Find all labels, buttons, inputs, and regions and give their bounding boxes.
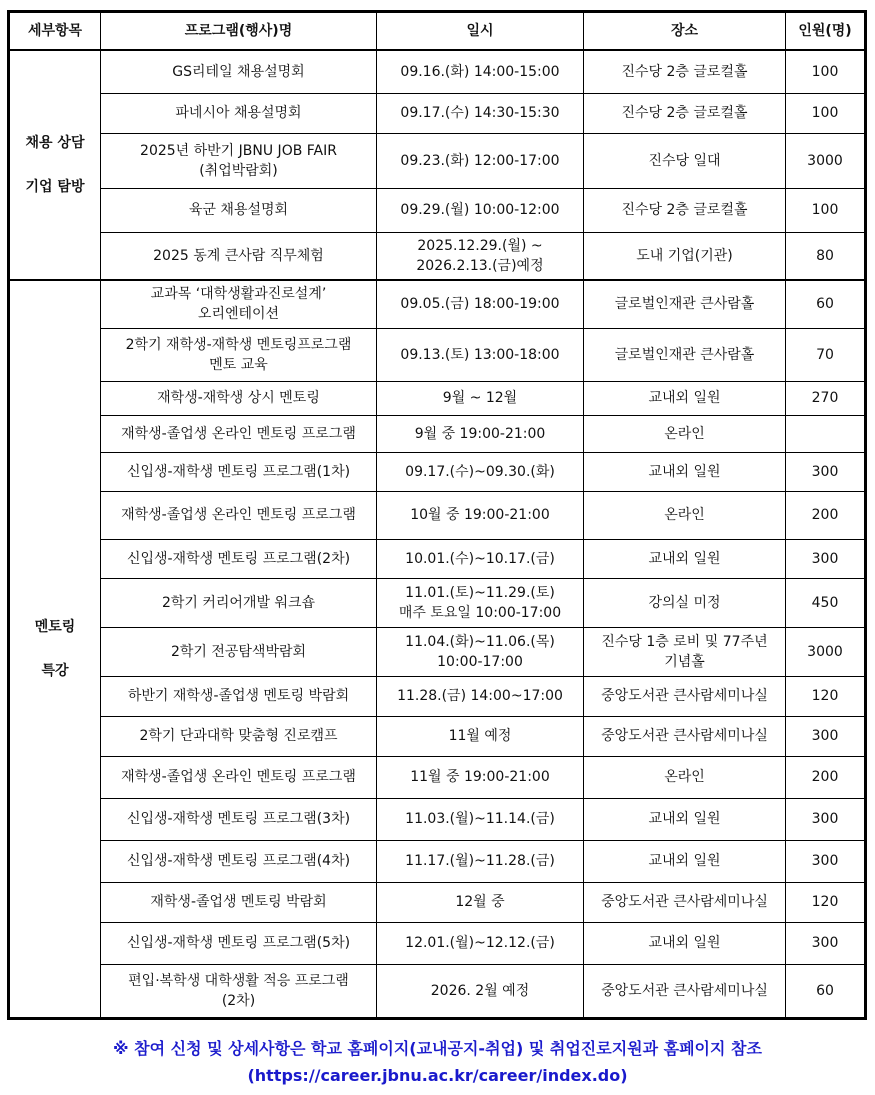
count-cell: 300 (786, 716, 866, 756)
place-cell: 교내외 일원 (584, 381, 786, 415)
date-cell: 11.03.(월)~11.14.(금) (377, 798, 584, 840)
schedule-body (9, 50, 866, 1018)
date-cell: 09.29.(월) 10:00-12:00 (377, 188, 584, 232)
date-cell: 09.13.(토) 13:00-18:00 (377, 328, 584, 381)
count-cell: 300 (786, 798, 866, 840)
date-cell: 12월 중 (377, 882, 584, 922)
table-row (9, 328, 866, 381)
program-name-cell: 2025 동계 큰사람 직무체험 (101, 232, 377, 280)
place-cell: 교내외 일원 (584, 840, 786, 882)
count-cell: 200 (786, 491, 866, 539)
program-name-cell: 하반기 재학생-졸업생 멘토링 박람회 (101, 676, 377, 716)
date-cell: 10.01.(수)~10.17.(금) (377, 539, 584, 578)
category-label: 기업 탐방 (25, 179, 85, 195)
table-row (9, 188, 866, 232)
place-cell: 온라인 (584, 491, 786, 539)
date-cell: 2026. 2월 예정 (377, 964, 584, 1018)
header-date: 일시 (377, 12, 584, 51)
program-name-cell: 2025년 하반기 JBNU JOB FAIR (취업박람회) (101, 133, 377, 188)
program-name-cell: 2학기 커리어개발 워크숍 (101, 578, 377, 627)
count-cell: 270 (786, 381, 866, 415)
count-cell: 3000 (786, 133, 866, 188)
place-cell: 글로벌인재관 큰사람홀 (584, 280, 786, 328)
date-cell: 09.05.(금) 18:00-19:00 (377, 280, 584, 328)
date-cell: 09.23.(화) 12:00-17:00 (377, 133, 584, 188)
table-row (9, 922, 866, 964)
count-cell: 70 (786, 328, 866, 381)
count-cell: 100 (786, 188, 866, 232)
place-cell: 교내외 일원 (584, 452, 786, 491)
place-cell: 중앙도서관 큰사람세미나실 (584, 882, 786, 922)
date-cell: 11.01.(토)~11.29.(토) 매주 토요일 10:00-17:00 (377, 578, 584, 627)
place-cell: 중앙도서관 큰사람세미나실 (584, 964, 786, 1018)
table-row (9, 133, 866, 188)
count-cell: 300 (786, 922, 866, 964)
count-cell: 80 (786, 232, 866, 280)
program-name-cell: GS리테일 채용설명회 (101, 50, 377, 93)
program-name-cell: 2학기 재학생-재학생 멘토링프로그램 멘토 교육 (101, 328, 377, 381)
header-place: 장소 (584, 12, 786, 51)
notice-text: ※ 참여 신청 및 상세사항은 학교 홈페이지(교내공지-취업) 및 취업진로지원과 홈페이지 참조 (113, 1039, 762, 1058)
section-category (9, 280, 101, 1018)
table-row (9, 756, 866, 798)
count-cell: 120 (786, 882, 866, 922)
category-label: 멘토링 (34, 618, 76, 635)
count-cell (786, 415, 866, 452)
program-name-cell: 신입생-재학생 멘토링 프로그램(5차) (101, 922, 377, 964)
place-cell: 중앙도서관 큰사람세미나실 (584, 676, 786, 716)
table-row (9, 415, 866, 452)
place-cell: 교내외 일원 (584, 798, 786, 840)
table-row (9, 716, 866, 756)
category-label: 채용 상담 (25, 135, 85, 151)
date-cell: 09.17.(수) 14:30-15:30 (377, 93, 584, 133)
program-name-cell: 2학기 단과대학 맞춤형 진로캠프 (101, 716, 377, 756)
count-cell: 450 (786, 578, 866, 627)
program-name-cell: 교과목 ‘대학생활과진로설계’ 오리엔테이션 (101, 280, 377, 328)
program-name-cell: 재학생-재학생 상시 멘토링 (101, 381, 377, 415)
table-row (9, 539, 866, 578)
place-cell: 강의실 미정 (584, 578, 786, 627)
table-row (9, 232, 866, 280)
place-cell: 중앙도서관 큰사람세미나실 (584, 716, 786, 756)
header-count: 인원(명) (786, 12, 866, 51)
date-cell: 11.04.(화)~11.06.(목) 10:00-17:00 (377, 627, 584, 676)
count-cell: 300 (786, 452, 866, 491)
place-cell: 교내외 일원 (584, 539, 786, 578)
program-name-cell: 파네시아 채용설명회 (101, 93, 377, 133)
count-cell: 300 (786, 539, 866, 578)
place-cell: 도내 기업(기관) (584, 232, 786, 280)
date-cell: 11월 예정 (377, 716, 584, 756)
program-schedule (7, 10, 864, 1020)
place-cell: 진수당 1층 로비 및 77주년 기념홀 (584, 627, 786, 676)
notice-url[interactable]: (https://career.jbnu.ac.kr/career/index.do) (247, 1066, 628, 1085)
date-cell: 9월 중 19:00-21:00 (377, 415, 584, 452)
table-row (9, 882, 866, 922)
count-cell: 120 (786, 676, 866, 716)
count-cell: 300 (786, 840, 866, 882)
program-name-cell: 신입생-재학생 멘토링 프로그램(2차) (101, 539, 377, 578)
header-row (9, 12, 866, 51)
program-name-cell: 재학생-졸업생 온라인 멘토링 프로그램 (101, 491, 377, 539)
table-row (9, 964, 866, 1018)
place-cell: 진수당 2층 글로컬홀 (584, 50, 786, 93)
date-cell: 9월 ~ 12월 (377, 381, 584, 415)
count-cell: 200 (786, 756, 866, 798)
date-cell: 09.16.(화) 14:00-15:00 (377, 50, 584, 93)
program-name-cell: 육군 채용설명회 (101, 188, 377, 232)
date-cell: 2025.12.29.(월) ~ 2026.2.13.(금)예정 (377, 232, 584, 280)
count-cell: 3000 (786, 627, 866, 676)
date-cell: 11월 중 19:00-21:00 (377, 756, 584, 798)
table-row (9, 452, 866, 491)
count-cell: 100 (786, 50, 866, 93)
count-cell: 60 (786, 964, 866, 1018)
table-row (9, 491, 866, 539)
program-name-cell: 재학생-졸업생 멘토링 박람회 (101, 882, 377, 922)
program-name-cell: 신입생-재학생 멘토링 프로그램(4차) (101, 840, 377, 882)
table-row (9, 50, 866, 93)
program-name-cell: 신입생-재학생 멘토링 프로그램(3차) (101, 798, 377, 840)
date-cell: 09.17.(수)~09.30.(화) (377, 452, 584, 491)
date-cell: 12.01.(월)~12.12.(금) (377, 922, 584, 964)
category-label: 특강 (41, 662, 69, 679)
program-name-cell: 신입생-재학생 멘토링 프로그램(1차) (101, 452, 377, 491)
table-row (9, 280, 866, 328)
place-cell: 글로벌인재관 큰사람홀 (584, 328, 786, 381)
table-row (9, 840, 866, 882)
place-cell: 온라인 (584, 756, 786, 798)
schedule-table (7, 10, 867, 1020)
table-row (9, 93, 866, 133)
count-cell: 60 (786, 280, 866, 328)
place-cell: 온라인 (584, 415, 786, 452)
header-category: 세부항목 (9, 12, 101, 51)
table-row (9, 627, 866, 676)
date-cell: 11.17.(월)~11.28.(금) (377, 840, 584, 882)
program-name-cell: 재학생-졸업생 온라인 멘토링 프로그램 (101, 756, 377, 798)
table-row (9, 798, 866, 840)
table-row (9, 381, 866, 415)
table-row (9, 676, 866, 716)
place-cell: 진수당 일대 (584, 133, 786, 188)
place-cell: 진수당 2층 글로컬홀 (584, 93, 786, 133)
program-name-cell: 재학생-졸업생 온라인 멘토링 프로그램 (101, 415, 377, 452)
place-cell: 교내외 일원 (584, 922, 786, 964)
program-name-cell: 편입·복학생 대학생활 적응 프로그램 (2차) (101, 964, 377, 1018)
place-cell: 진수당 2층 글로컬홀 (584, 188, 786, 232)
count-cell: 100 (786, 93, 866, 133)
section-category (9, 50, 101, 280)
date-cell: 10월 중 19:00-21:00 (377, 491, 584, 539)
table-row (9, 578, 866, 627)
date-cell: 11.28.(금) 14:00~17:00 (377, 676, 584, 716)
header-program: 프로그램(행사)명 (101, 12, 377, 51)
program-name-cell: 2학기 전공탐색박람회 (101, 627, 377, 676)
